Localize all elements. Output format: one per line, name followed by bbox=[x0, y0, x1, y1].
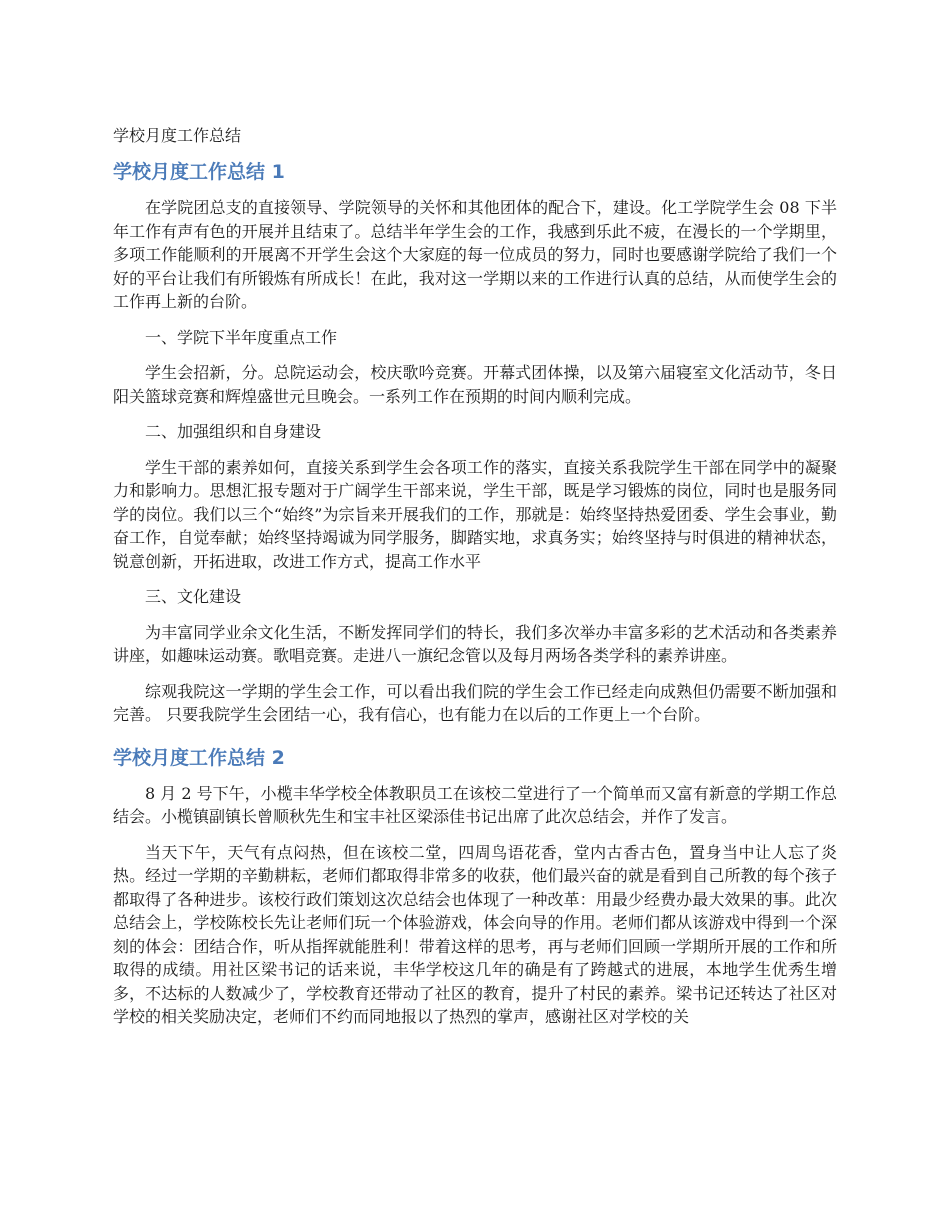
section-heading-1: 学校月度工作总结 1 bbox=[113, 161, 285, 183]
paragraph: 在学院团总支的直接领导、学院领导的关怀和其他团体的配合下，建设。化工学院学生会 08 下半年工作有声有色的开展并且结束了。总结半年学生会的工作，我感到乐此不疲，在漫长的一个学期里，多项工作能顺利的开展离不开学生会这个大家庭的每一位成员的努力，同时也要感谢学院给了我们一个好的平台让我们有所锻炼有所成长！在此，我对这一学期以来的工作进行认真的总结，从而使学生会的工作再上新的台阶。 bbox=[113, 198, 837, 311]
document-page bbox=[113, 122, 837, 1041]
subheading-organization: 二、加强组织和自身建设 bbox=[145, 422, 322, 441]
section-heading-2: 学校月度工作总结 2 bbox=[113, 746, 285, 769]
subheading-culture: 三、文化建设 bbox=[145, 587, 242, 606]
paragraph: 综观我院这一学期的学生会工作，可以看出我们院的学生会工作已经走向成熟但仍需要不断加强和完善。 只要我院学生会团结一心，我有信心，也有能力在以后的工作更上一个台阶。 bbox=[113, 681, 837, 724]
subheading-key-work: 一、学院下半年度重点工作 bbox=[145, 327, 338, 347]
paragraph: 学生会招新，分。总院运动会，校庆歌吟竞赛。开幕式团体操，以及第六届寝室文化活动节，冬日阳关篮球竞赛和辉煌盛世元旦晚会。一系列工作在预期的时间内顺利完成。 bbox=[113, 363, 837, 406]
paragraph: 学生干部的素养如何，直接关系到学生会各项工作的落实，直接关系我院学生干部在同学中的凝聚力和影响力。思想汇报专题对于广阔学生干部来说，学生干部，既是学习锻炼的岗位，同时也是服务同学的岗位。我们以三个“始终”为宗旨来开展我们的工作，那就是：始终坚持热爱团委、学生会事业，勤奋工作，自觉奉献；始终坚持竭诚为同学服务，脚踏实地，求真务实；始终坚持与时俱进的精神状态，锐意创新，开拓进取，改进工作方式，提高工作水平 bbox=[113, 457, 837, 571]
paragraph: 当天下午，天气有点闷热，但在该校二堂，四周鸟语花香，堂内古香古色，置身当中让人忘了炎热。经过一学期的辛勤耕耘，老师们都取得非常多的收获，他们最兴奋的就是看到自己所教的每个孩子都取得了各种进步。该校行政们策划这次总结会也体现了一种改革：用最少经费办最大效果的事。此次总结会上，学校陈校长先让老师们玩一个体验游戏，体会向导的作用。老师们都从该游戏中得到一个深刻的体会：团结合作，听从指挥就能胜利！带着这样的思考，再与老师们回顾一学期所开展的工作和所取得的成绩。用社区梁书记的话来说，丰华学校这几年的确是有了跨越式的进展，本地学生优秀生增多，不达标的人数减少了，学校教育还带动了社区的教育，提升了村民的素养。梁书记还转达了社区对学校的相关奖励决定，老师们不约而同地报以了热烈的掌声，感谢社区对学校的关 bbox=[113, 842, 837, 1026]
paragraph: 8 月 2 号下午，小榄丰华学校全体教职员工在该校二堂进行了一个简单而又富有新意的学期工作总结会。小榄镇副镇长曾顺秋先生和宝丰社区梁添佳书记出席了此次总结会，并作了发言。 bbox=[113, 783, 837, 826]
paragraph: 为丰富同学业余文化生活，不断发挥同学们的特长，我们多次举办丰富多彩的艺术活动和各类素养讲座，如趣味运动赛。歌唱竞赛。走进八一旗纪念管以及每月两场各类学科的素养讲座。 bbox=[113, 622, 837, 665]
document-title: 学校月度工作总结 bbox=[113, 126, 242, 145]
